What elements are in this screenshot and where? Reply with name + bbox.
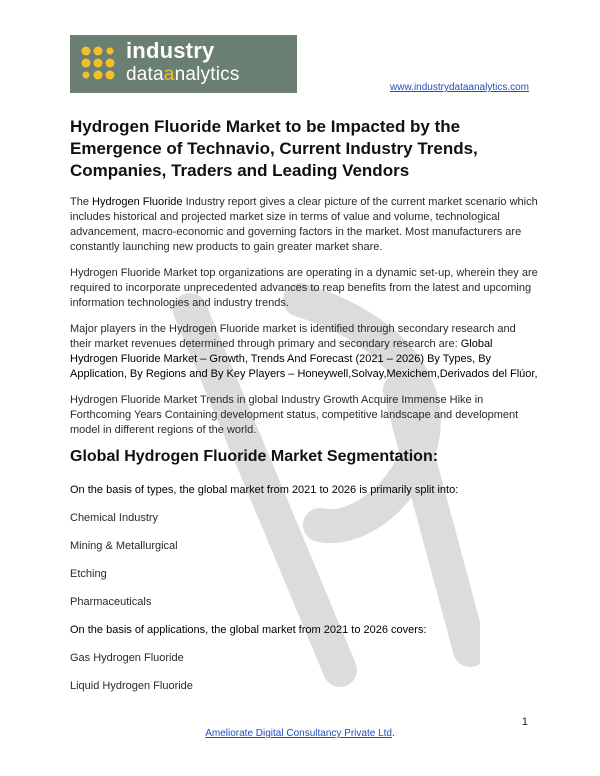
application-item: Gas Hydrogen Fluoride: [70, 652, 184, 664]
paragraph-intro: The Hydrogen Fluoride Industry report gives a clear picture of the current market scenario which includes historical and projected market size in terms of value and volume, technological advancement, macro-economic and governing factors in the market. Most manufacturers are constantly launching new products to gain greater market share.: [70, 196, 538, 253]
company-logo: [70, 35, 297, 93]
application-item: Liquid Hydrogen Fluoride: [70, 680, 193, 692]
footer: [0, 728, 600, 739]
type-item: Chemical Industry: [70, 512, 159, 524]
paragraph-key-players: Major players in the Hydrogen Fluoride market is identified through secondary research and their market revenues determined through primary and secondary research are: Global Hydrogen Fluoride Market – Growth, Trends And Forecast (2021 – 2026) By Types, By Application, By Regions and By Key Players – Honeywell,Solvay,Mexichem,Derivados del Flúor,: [70, 323, 538, 380]
website-link[interactable]: www.industrydataanalytics.com: [390, 82, 529, 93]
logo-word-dataanalytics: dataanalytics: [126, 64, 240, 85]
company-link[interactable]: Ameliorate Digital Consultancy Private Ltd: [205, 728, 392, 739]
segmentation-heading: Global Hydrogen Fluoride Market Segmentation:: [70, 448, 439, 465]
applications-intro: On the basis of applications, the global market from 2021 to 2026 covers:: [70, 624, 427, 636]
type-item: Mining & Metallurgical: [70, 540, 178, 552]
type-item: Pharmaceuticals: [70, 596, 152, 608]
logo-dots-icon: [80, 45, 120, 85]
logo-word-industry: industry: [126, 38, 215, 63]
paragraph-organizations: Hydrogen Fluoride Market top organizations are operating in a dynamic set-up, wherein they are required to incorporate unprecedented advances to reap benefits from the latest and upcoming information technologies and industry trends.: [70, 267, 538, 309]
document-title: Hydrogen Fluoride Market to be Impacted by the Emergence of Technavio, Current Industry Trends, Companies, Traders and Leading Vendors: [70, 117, 478, 180]
type-item: Etching: [70, 568, 107, 580]
types-intro: On the basis of types, the global market from 2021 to 2026 is primarily split into:: [70, 484, 459, 496]
paragraph-trends: Hydrogen Fluoride Market Trends in global Industry Growth Acquire Immense Hike in Forthcoming Years Containing development status, competitive landscape and development model in different regions of the world.: [70, 394, 519, 436]
footer-suffix: .: [391, 728, 395, 739]
page-number: 1: [521, 716, 528, 728]
